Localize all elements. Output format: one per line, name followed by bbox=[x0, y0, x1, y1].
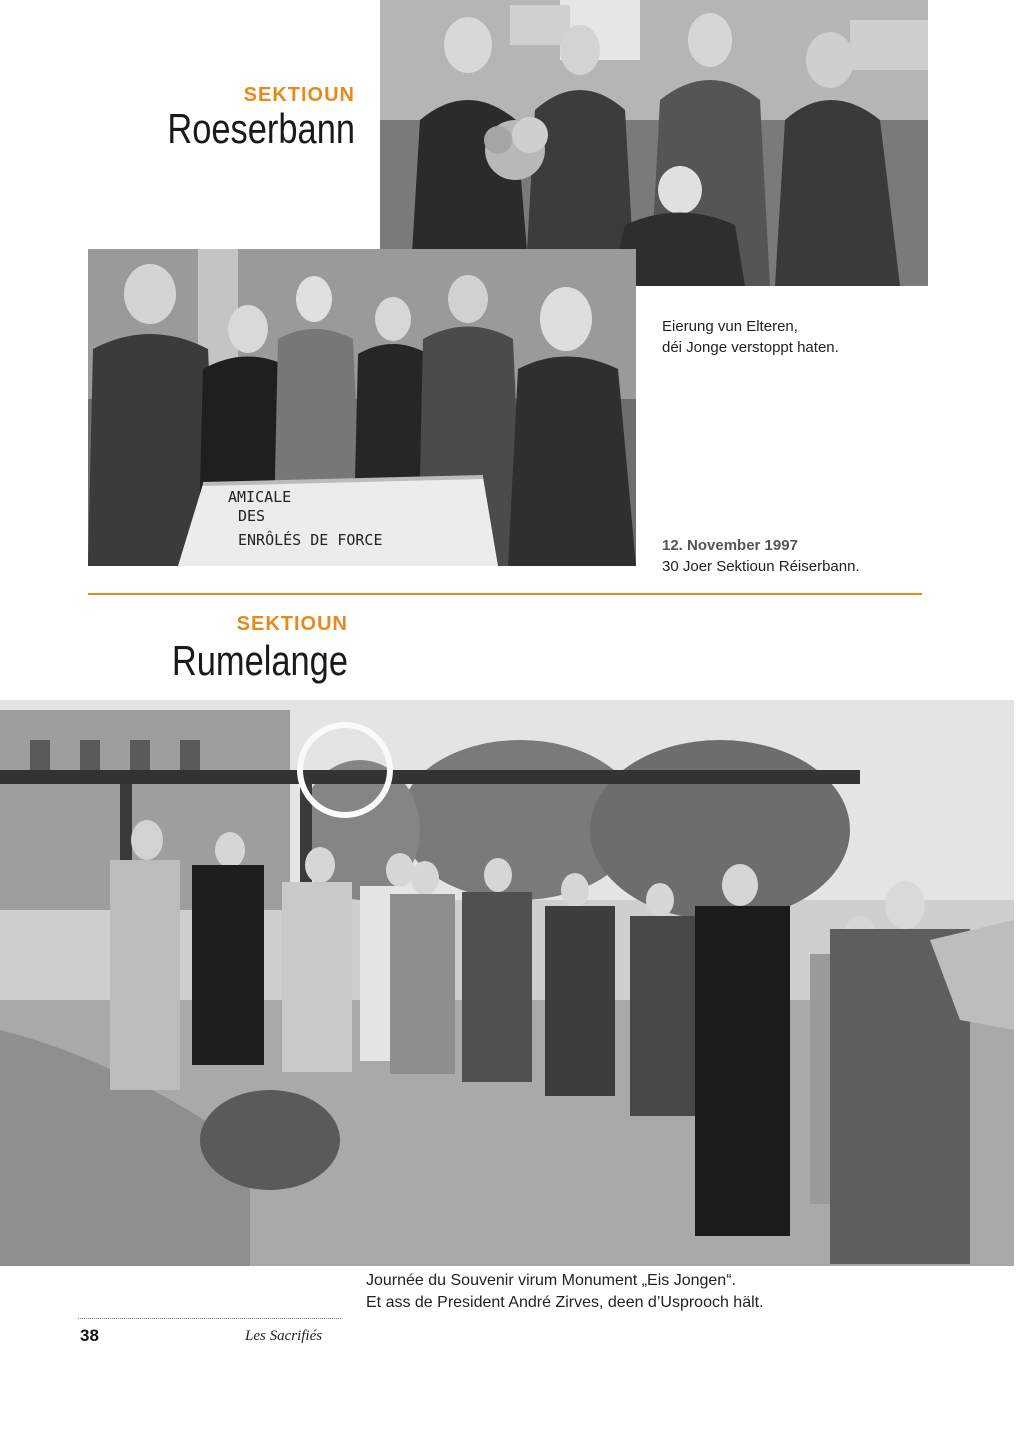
caption-photo3-line1: Journée du Souvenir virum Monument „Eis Jongen“. bbox=[366, 1272, 736, 1289]
caption-photo2-date: 12. November 1997 bbox=[662, 537, 798, 554]
section-divider bbox=[88, 593, 922, 595]
photo-elders-flowers bbox=[380, 0, 928, 286]
caption-photo3 bbox=[366, 1270, 966, 1314]
section-title-roeserbann: Roeserbann bbox=[167, 105, 355, 152]
publication-title: Les Sacrifiés bbox=[245, 1328, 323, 1344]
caption-photo2 bbox=[662, 535, 962, 577]
caption-photo2-text: 30 Joer Sektioun Réiserbann. bbox=[662, 558, 860, 575]
cake-inscription-line2: DES bbox=[238, 507, 266, 525]
caption-photo1-line2: déi Jonge verstoppt haten. bbox=[662, 339, 839, 356]
caption-photo1-line1: Eierung vun Elteren, bbox=[662, 318, 798, 335]
section-kicker-roeserbann: SEKTIOUN bbox=[243, 84, 355, 106]
caption-photo3-line2: Et ass de President André Zirves, deen d’Usprooch hält. bbox=[366, 1294, 764, 1311]
section-title-rumelange: Rumelange bbox=[171, 637, 348, 684]
cake-inscription-line3: ENRÔLÉS DE FORCE bbox=[238, 531, 383, 549]
photo-anniversary-cake bbox=[88, 249, 636, 566]
caption-photo1 bbox=[662, 316, 962, 358]
photo-monument-ceremony bbox=[0, 700, 1014, 1266]
section-kicker-rumelange: SEKTIOUN bbox=[236, 613, 348, 635]
footer-rule bbox=[78, 1318, 341, 1319]
page-number: 38 bbox=[80, 1326, 99, 1345]
cake-inscription-line1: AMICALE bbox=[228, 488, 292, 506]
